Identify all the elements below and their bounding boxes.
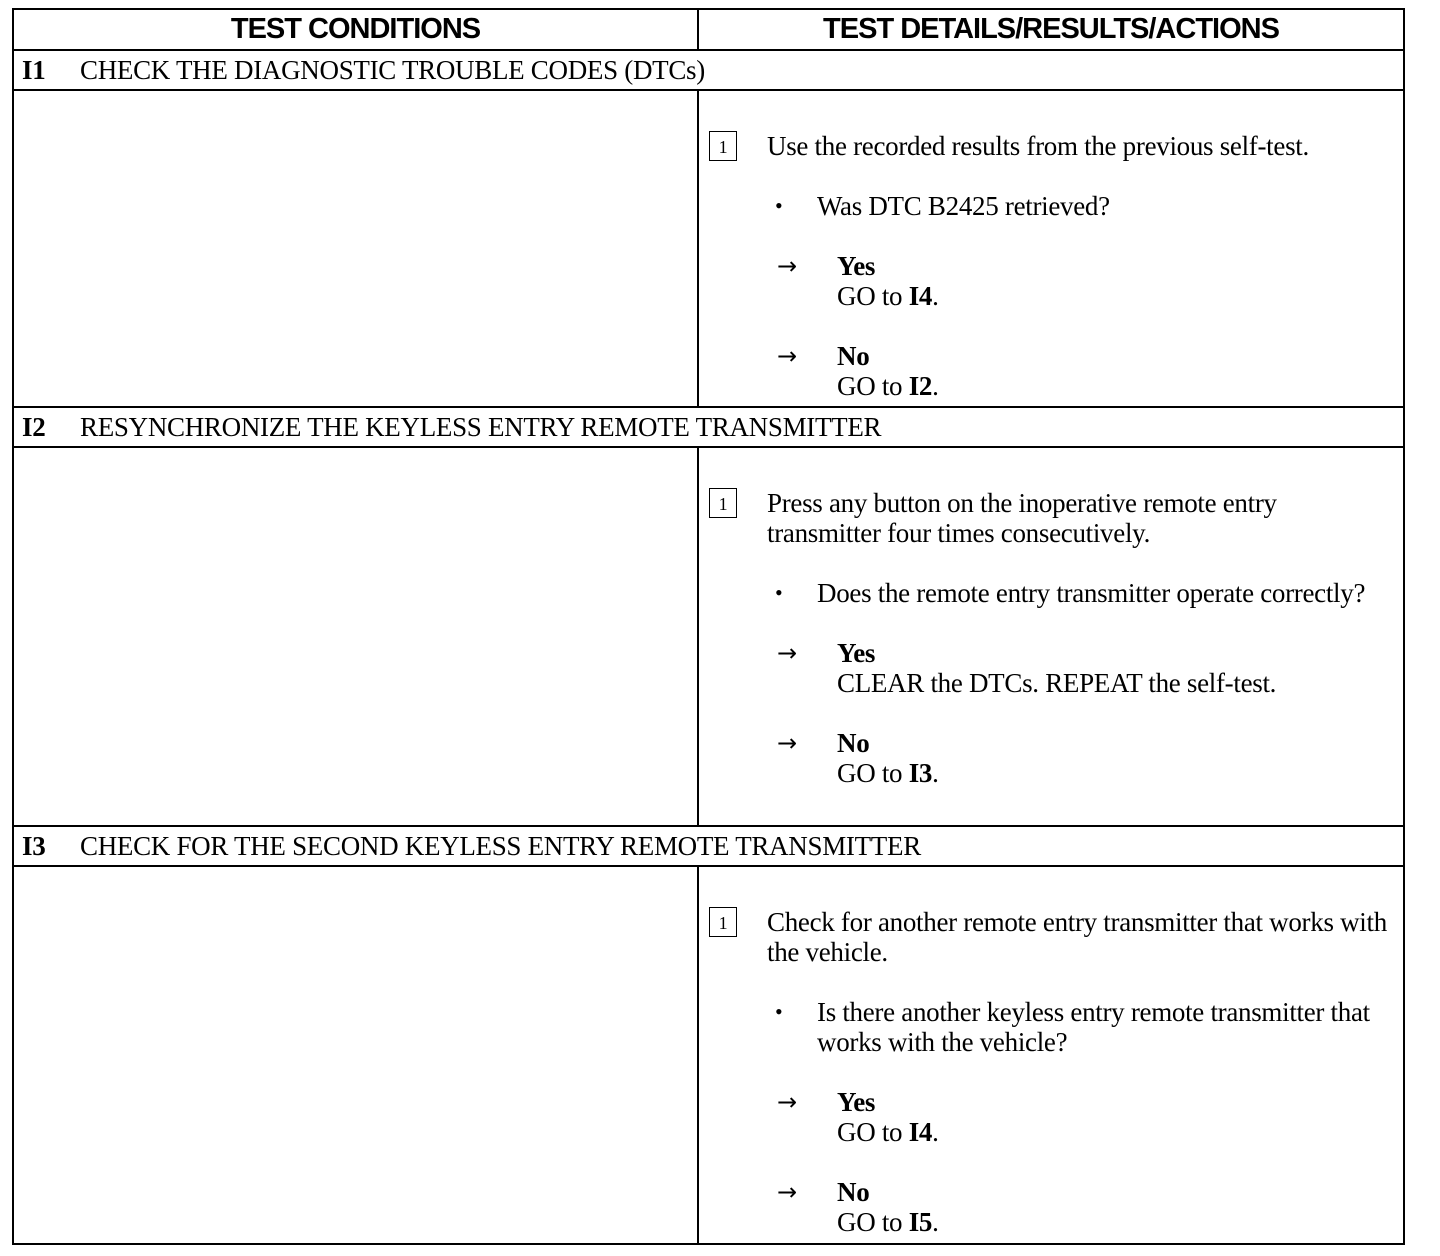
test-details-cell-i3	[698, 866, 1404, 1244]
step-body-row-i3	[13, 866, 1404, 1244]
yes-action-text-i1: GO to	[837, 281, 909, 311]
no-action-suffix-i3: .	[932, 1207, 939, 1237]
test-conditions-cell-i2	[13, 447, 698, 826]
instruction-text-i1: Use the recorded results from the previous self-test.	[767, 131, 1309, 161]
arrow-right-icon: →	[777, 1088, 797, 1116]
diagnostic-table	[12, 8, 1405, 1245]
step-title-i3	[13, 826, 1404, 866]
step-id-i3: I3	[22, 831, 46, 861]
question-text-i2: Does the remote entry transmitter operate correctly?	[817, 578, 1366, 608]
yes-action-ref-i1: I4	[908, 281, 933, 311]
arrow-right-icon: →	[777, 729, 797, 757]
instruction-i1	[699, 91, 1403, 161]
test-conditions-cell-i3	[13, 866, 698, 1244]
step-body-row-i1	[13, 90, 1404, 407]
step-body-row-i2	[13, 447, 1404, 826]
yes-action-text-i3: GO to	[837, 1117, 909, 1147]
no-action-i3	[837, 1207, 1403, 1237]
answer-no-i1	[699, 341, 1403, 401]
no-action-i2	[837, 758, 1403, 788]
answer-no-i3	[699, 1177, 1403, 1237]
question-i2	[699, 578, 1403, 608]
question-i3	[699, 997, 1403, 1057]
no-action-suffix-i1: .	[932, 371, 939, 401]
arrow-right-icon: →	[777, 342, 797, 370]
bullet-icon: •	[775, 999, 783, 1024]
yes-action-i2	[837, 668, 1403, 698]
no-label-i2: No	[837, 728, 870, 758]
test-details-header: TEST DETAILS/RESULTS/ACTIONS	[698, 9, 1404, 50]
step-title-row-i1	[13, 50, 1404, 90]
yes-action-text-i2: CLEAR the DTCs. REPEAT the self-test.	[837, 668, 1277, 698]
yes-label-i2: Yes	[837, 638, 876, 668]
test-details-cell-i2	[698, 447, 1404, 826]
test-conditions-header: TEST CONDITIONS	[13, 9, 698, 50]
answer-yes-i1	[699, 251, 1403, 311]
arrow-right-icon: →	[777, 1178, 797, 1206]
step-title-row-i2	[13, 407, 1404, 447]
step-title-i1	[13, 50, 1404, 90]
no-action-i1	[837, 371, 1403, 401]
yes-action-i3	[837, 1117, 1403, 1147]
arrow-right-icon: →	[777, 252, 797, 280]
step-id-i1: I1	[22, 55, 46, 85]
no-label-i1: No	[837, 341, 870, 371]
test-details-cell-i1	[698, 90, 1404, 407]
step-title-text-i2: RESYNCHRONIZE THE KEYLESS ENTRY REMOTE TRANSMITTER	[80, 412, 882, 442]
bullet-icon: •	[775, 580, 783, 605]
yes-action-i1	[837, 281, 1403, 311]
yes-label-i1: Yes	[837, 251, 876, 281]
step-title-text-i3: CHECK FOR THE SECOND KEYLESS ENTRY REMOTE TRANSMITTER	[80, 831, 921, 861]
no-action-ref-i3: I5	[908, 1207, 933, 1237]
step-number-box-i2: 1	[709, 488, 737, 518]
step-number-box-i1: 1	[709, 131, 737, 161]
question-i1	[699, 191, 1403, 221]
step-id-i2: I2	[22, 412, 46, 442]
yes-action-suffix-i3: .	[932, 1117, 939, 1147]
question-text-i1: Was DTC B2425 retrieved?	[817, 191, 1110, 221]
test-conditions-cell-i1	[13, 90, 698, 407]
header-row	[13, 9, 1404, 50]
no-label-i3: No	[837, 1177, 870, 1207]
no-action-text-i1: GO to	[837, 371, 909, 401]
step-number-box-i3: 1	[709, 907, 737, 937]
instruction-text-i2: Press any button on the inoperative remote entry transmitter four times consecutively.	[767, 488, 1277, 548]
diagnostic-sheet	[12, 8, 1403, 1245]
instruction-i2	[699, 448, 1403, 548]
yes-label-i3: Yes	[837, 1087, 876, 1117]
answer-yes-i2	[699, 638, 1403, 698]
arrow-right-icon: →	[777, 639, 797, 667]
no-action-suffix-i2: .	[932, 758, 939, 788]
no-action-ref-i1: I2	[908, 371, 933, 401]
answer-yes-i3	[699, 1087, 1403, 1147]
step-title-text-i1: CHECK THE DIAGNOSTIC TROUBLE CODES (DTCs)	[80, 55, 705, 85]
bullet-icon: •	[775, 193, 783, 218]
yes-action-ref-i3: I4	[908, 1117, 933, 1147]
answer-no-i2	[699, 728, 1403, 788]
instruction-i3	[699, 867, 1403, 967]
yes-action-suffix-i1: .	[932, 281, 939, 311]
step-title-row-i3	[13, 826, 1404, 866]
step-title-i2	[13, 407, 1404, 447]
no-action-text-i2: GO to	[837, 758, 909, 788]
question-text-i3: Is there another keyless entry remote transmitter that works with the vehicle?	[817, 997, 1370, 1057]
no-action-ref-i2: I3	[908, 758, 933, 788]
no-action-text-i3: GO to	[837, 1207, 909, 1237]
instruction-text-i3: Check for another remote entry transmitter that works with the vehicle.	[767, 907, 1387, 967]
